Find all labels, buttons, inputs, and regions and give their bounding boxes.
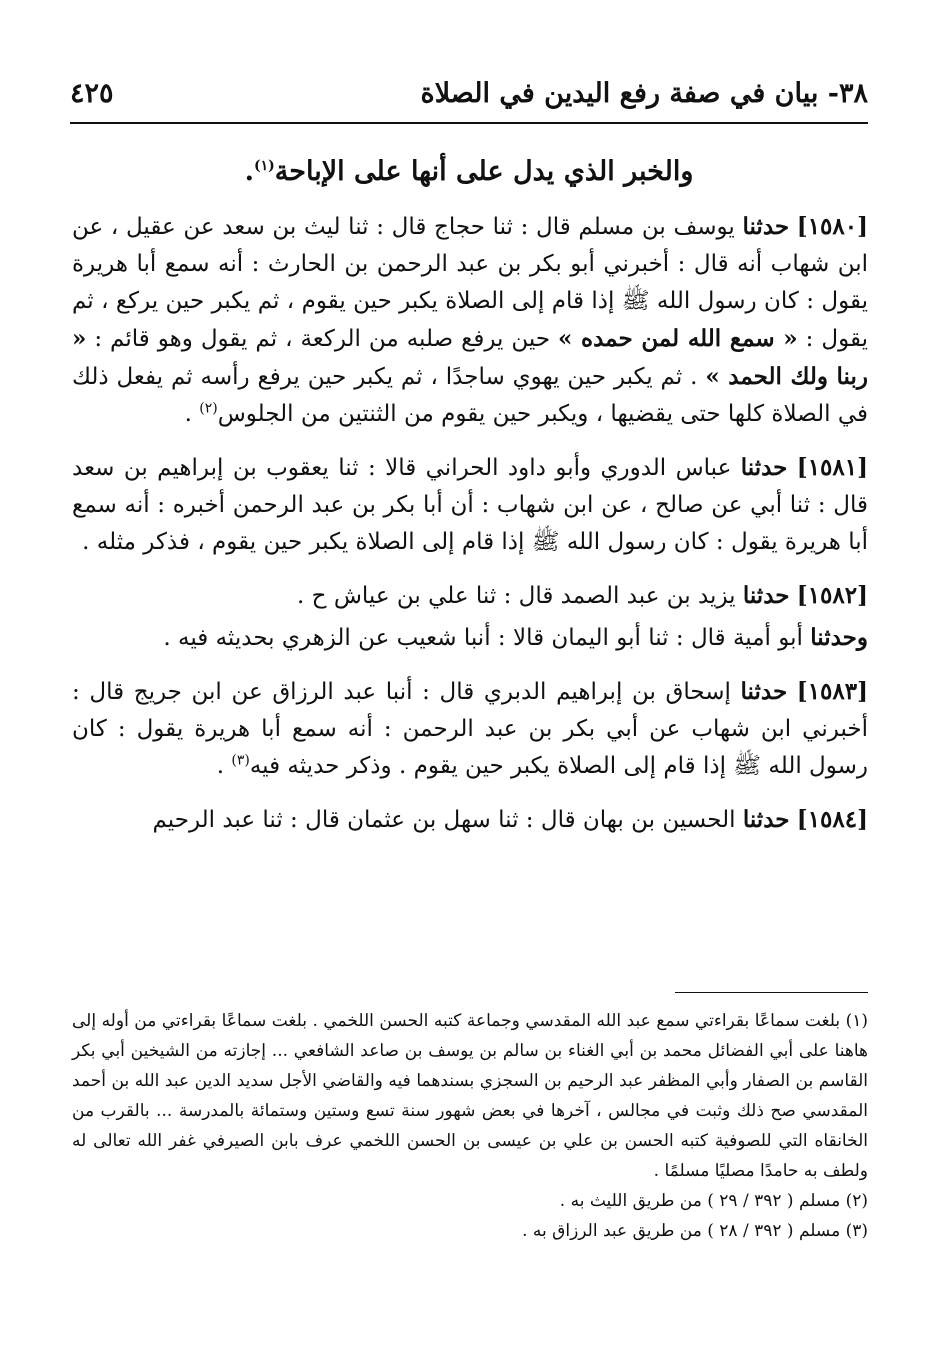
hadith-1584 xyxy=(72,801,868,839)
hadith-1580 xyxy=(72,208,868,433)
hadith-text: حين يرفع صلبه من الركعة ، ثم يقول وهو قائم : xyxy=(94,326,551,352)
footnote-ref-1: (١) xyxy=(254,158,275,174)
footnote-ref-2: (٢) xyxy=(199,400,218,417)
footnotes xyxy=(72,1006,868,1246)
hadith-keyword: حدثنا xyxy=(742,213,790,240)
hadith-keyword: حدثنا xyxy=(740,678,788,705)
footnote-rule xyxy=(675,992,868,993)
section-heading-text: والخبر الذي يدل على أنها على الإباحة xyxy=(274,156,694,187)
hadith-keyword: حدثنا xyxy=(742,806,790,833)
page-header xyxy=(70,74,868,114)
footnote-ref-3: (٣) xyxy=(231,752,250,769)
hadith-keyword: حدثنا xyxy=(742,582,790,609)
hadith-1583 xyxy=(72,673,868,785)
hadith-ending: . xyxy=(216,753,232,779)
chapter-title: ٣٨- بيان في صفة رفع اليدين في الصلاة xyxy=(420,78,868,109)
hadith-text: أبو أمية قال : ثنا أبو اليمان قالا : أنبا شعيب عن الزهري بحديثه فيه . xyxy=(163,625,803,651)
hadith-number: [١٥٨٠] xyxy=(796,213,868,240)
hadith-number: [١٥٨١] xyxy=(796,454,868,481)
footnote-2: (٢) مسلم ( ٣٩٢ / ٢٩ ) من طريق الليث به . xyxy=(559,1191,868,1211)
hadith-1581 xyxy=(72,449,868,561)
hadith-text: يوسف بن مسلم قال : ثنا حجاج قال : ثنا ليث بن سعد عن عقيل ، عن ابن شهاب أنه قال : أخبرني أبو بكر بن عبد الرحمن بن الحارث : أنه سمع أبا هريرة يقول : كان رسول الله ﷺ إذا قام إلى الصلاة يكبر حين يقوم ، ثم يكبر حين يركع ، ثم يقول : xyxy=(72,214,868,352)
hadith-ending: . xyxy=(184,401,200,427)
hadith-keyword: حدثنا xyxy=(740,454,788,481)
hadith-number: [١٥٨٣] xyxy=(796,678,868,705)
hadith-1582-continued xyxy=(72,619,868,657)
hadith-text: الحسين بن بهان قال : ثنا سهل بن عثمان قال : ثنا عبد الرحيم xyxy=(152,807,736,833)
hadith-1582 xyxy=(72,577,868,615)
hadith-text: إسحاق بن إبراهيم الدبري قال : أنبا عبد الرزاق عن ابن جريج قال : أخبرني ابن شهاب عن أبي بكر بن عبد الرحمن : أنه سمع أبا هريرة يقول : كان رسول الله ﷺ إذا قام إلى الصلاة يكبر حين يقوم . وذكر حديثه فيه xyxy=(72,679,868,779)
footnote-1: (١) بلغت سماعًا بقراءتي سمع عبد الله المقدسي وجماعة كتبه الحسن اللخمي . بلغت سماعًا بقراءتي من أوله إلى هاهنا على أبي الفضائل محمد بن أبي الغناء بن سالم بن يوسف بن صاعد الشافعي ... إجازته من الشيخين أبي بكر القاسم بن الصفار وأبي المظفر عبد الرحيم بن السجزي بسندهما فيه والقاضي الأجل سديد الدين عبد الله بن أحمد المقدسي صح ذلك وثبت في مجالس ، آخرها في بعض شهور سنة تسع وستين وستمائة بالمدرسة ... بالقرب من الخانقاه التي للصوفية كتبه الحسن بن علي بن عيسى بن الحسن اللخمي عرف بابن الصيرفي غفر الله تعالى له ولطف به حامدًا مصليًا مسلمًا . xyxy=(72,1011,868,1181)
hadith-text: يزيد بن عبد الصمد قال : ثنا علي بن عياش ح . xyxy=(297,583,736,609)
footnote-3: (٣) مسلم ( ٣٩٢ / ٢٨ ) من طريق عبد الرزاق به . xyxy=(522,1221,868,1241)
hadith-number: [١٥٨٢] xyxy=(796,582,868,609)
section-heading: والخبر الذي يدل على أنها على الإباحة$^{(١)}$. xyxy=(244,156,694,187)
hadith-quote: « ربنا ولك الحمد » xyxy=(72,325,869,390)
hadith-text: عباس الدوري وأبو داود الحراني قالا : ثنا يعقوب بن إبراهيم بن سعد قال : ثنا أبي عن صالح ، عن ابن شهاب : أن أبا بكر بن عبد الرحمن أخبره : أنه سمع أبا هريرة يقول : كان رسول الله ﷺ إذا قام إلى الصلاة يكبر حين يقوم ، فذكر مثله . xyxy=(72,455,868,555)
hadith-text: . ثم يكبر حين يهوي ساجدًا ، ثم يكبر حين يرفع رأسه ثم يفعل ذلك في الصلاة كلها حتى يقضيها ، ويكبر حين يقوم من الثنتين من الجلوس xyxy=(72,364,868,427)
hadith-number: [١٥٨٤] xyxy=(796,806,868,833)
main-text xyxy=(72,208,868,855)
page-number: ٤٢٥ xyxy=(70,78,114,109)
hadith-quote: « سمع الله لمن حمده » xyxy=(558,325,798,352)
hadith-keyword: وحدثنا xyxy=(810,624,868,651)
header-rule xyxy=(70,122,868,124)
